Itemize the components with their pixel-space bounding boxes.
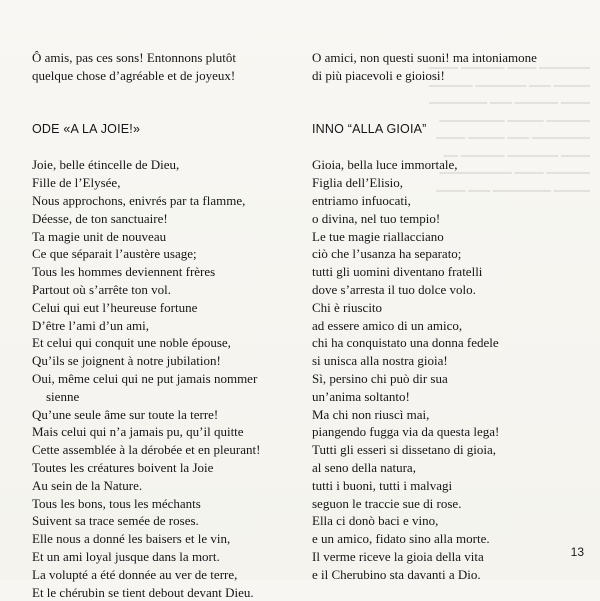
verse-line: Au sein de la Nature. — [32, 477, 143, 493]
french-intro-line: Ô amis, pas ces sons! Entonnons plutôt — [32, 50, 237, 65]
verse-line: Celui qui eut l’heureuse fortune — [32, 299, 198, 315]
verse-line: Cette assemblée à la dérobée et en pleurant! — [32, 442, 261, 458]
verse-line: Gioia, bella luce immortale, — [312, 157, 458, 173]
verse-line: Ce que séparait l’austère usage; — [32, 246, 197, 262]
verse-line: Nous approchons, enivrés par ta flamme, — [32, 192, 246, 208]
verse-line: Il verme riceve la gioia della vita — [312, 548, 484, 564]
verse-line: Mais celui qui n’a jamais pu, qu’il quitte — [32, 424, 244, 440]
verse-line: Partout où s’arrête ton vol. — [32, 281, 171, 297]
verse-line: Suivent sa trace semée de roses. — [32, 513, 199, 529]
verse-line: piangendo fugga via da questa lega! — [312, 424, 500, 440]
italian-intro-line: O amici, non questi suoni! ma intoniamone — [312, 50, 537, 65]
verse-line: Et un ami loyal jusque dans la mort. — [32, 548, 220, 564]
verse-line: Elle nous a donné les baisers et le vin, — [32, 531, 231, 547]
verse-line: si unisca alla nostra gioia! — [312, 353, 448, 369]
italian-column — [312, 49, 580, 584]
verse-line: Tutti gli esseri si dissetano di gioia, — [312, 442, 497, 458]
show-through-bleed: ━━━━━━━ ━━━━ ━━━━━━ ━━━━ ━━━━━ ━━━ ━━━━━━━ ━━━━━━ ━━━━ ━━━━━━ ━━━ ━━━━━━━━ ━━━━━━ ━━━━━ ━━━━━━━━━ ━━━━━━━━ ━━━ ━━━━━ ━━━━ ━━━━ ━━━━━━━ ━━━━━━ ━━ ━━━━━━ ━━━━ ━━━━━━━━━━ ━━━━━ ━━━━━━━━ ━━━ ━━━━ — [429, 61, 590, 198]
verse-line: Ella ci donò baci e vino, — [312, 513, 439, 529]
verse-line: Le tue magie riallacciano — [312, 228, 444, 244]
verse-line: La volupté a été donnée au ver de terre, — [32, 566, 238, 582]
verse-line: entriamo infuocati, — [312, 192, 411, 208]
verse-line: Et celui qui conquit une noble épouse, — [32, 335, 231, 351]
verse-line: Tous les hommes deviennent frères — [32, 264, 216, 280]
french-intro-line: quelque chose d’agréable et de joyeux! — [32, 67, 236, 83]
verse-line: Fille de l’Elysée, — [32, 175, 121, 191]
french-intro — [32, 49, 300, 85]
italian-heading: INNO “ALLA GIOIA” — [312, 121, 427, 136]
verse-line: ciò che l’usanza ha separato; — [312, 246, 462, 262]
verse-line: Ma chi non riuscì mai, — [312, 406, 430, 422]
page-number: 13 — [570, 545, 584, 559]
verse-line: seguon le traccie sue di rose. — [312, 495, 462, 511]
verse-line: e un amico, fidato sino alla morte. — [312, 531, 490, 547]
french-verses — [32, 156, 300, 601]
verse-line: o divina, nel tuo tempio! — [312, 210, 441, 226]
italian-intro — [312, 49, 580, 85]
verse-line: un’anima soltanto! — [312, 388, 410, 404]
verse-line: D’être l’ami d’un ami, — [32, 317, 149, 333]
verse-line: Qu’une seule âme sur toute la terre! — [32, 406, 219, 422]
verse-line: Sì, persino chi può dir sua — [312, 370, 448, 386]
verse-line-continuation: sienne — [46, 388, 80, 404]
verse-line: tutti gli uomini diventano fratelli — [312, 264, 483, 280]
verse-line: tutti i buoni, tutti i malvagi — [312, 477, 453, 493]
italian-intro-line: di più piacevoli e gioiosi! — [312, 67, 445, 83]
verse-line: Et le chérubin se tient debout devant Dieu. — [32, 584, 254, 600]
italian-verses — [312, 156, 580, 583]
verse-line: e il Cherubino sta davanti a Dio. — [312, 566, 481, 582]
verse-line: Joie, belle étincelle de Dieu, — [32, 157, 180, 173]
verse-line: chi ha conquistato una donna fedele — [312, 335, 499, 351]
verse-line: Toutes les créatures boivent la Joie — [32, 459, 214, 475]
verse-line: Tous les bons, tous les méchants — [32, 495, 201, 511]
verse-line: Chi è riuscito — [312, 299, 383, 315]
verse-line: ad essere amico di un amico, — [312, 317, 463, 333]
verse-line: Déesse, de ton sanctuaire! — [32, 210, 168, 226]
verse-line: Ta magie unit de nouveau — [32, 228, 167, 244]
french-heading: ODE «A LA JOIE!» — [32, 121, 141, 136]
french-column — [32, 49, 300, 601]
verse-line: dove s’arresta il tuo dolce volo. — [312, 281, 476, 297]
verse-line: Qu’ils se joignent à notre jubilation! — [32, 353, 221, 369]
verse-line: al seno della natura, — [312, 459, 416, 475]
verse-line: Oui, même celui qui ne put jamais nommer — [32, 370, 258, 386]
verse-line: Figlia dell’Elisio, — [312, 175, 403, 191]
